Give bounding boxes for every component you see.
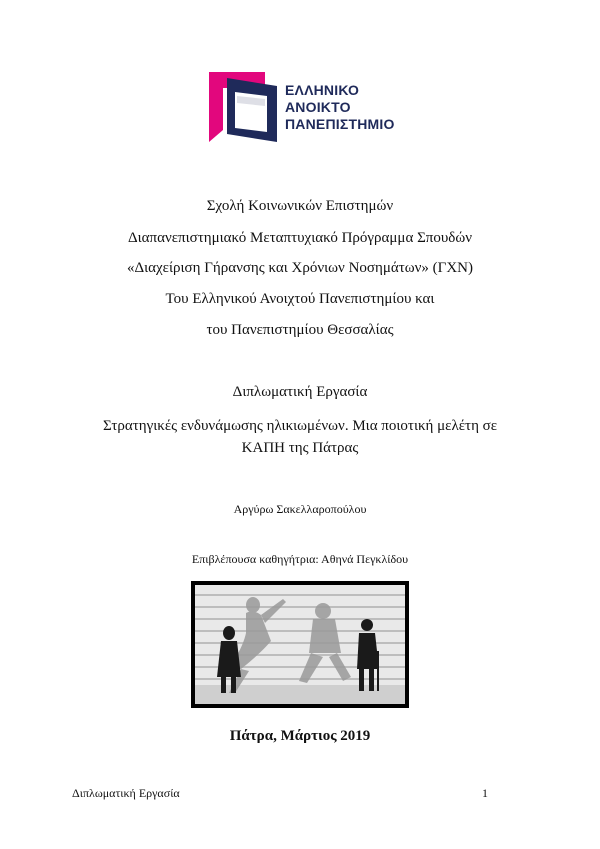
thesis-title-line-1: Στρατηγικές ενδυνάμωσης ηλικιωμένων. Μια ποιοτική μελέτη σε [102, 418, 498, 434]
university-logo-icon [209, 72, 279, 142]
cover-photo-image [191, 581, 409, 708]
place-date: Πάτρα, Μάρτιος 2019 [229, 728, 371, 744]
logo-line-1: ΕΛΛΗΝΙΚΟ [285, 82, 360, 98]
university-line-1: Του Ελληνικού Ανοιχτού Πανεπιστημίου και [165, 291, 435, 307]
school-name: Σχολή Κοινωνικών Επιστημών [206, 198, 394, 214]
supervisor: Επιβλέπουσα καθηγήτρια: Αθηνά Πεγκλίδου [191, 552, 409, 566]
program-title: Διαπανεπιστημιακό Μεταπτυχιακό Πρόγραμμα Σπουδών [127, 230, 473, 246]
logo-wordmark [285, 82, 395, 133]
program-name: «Διαχείριση Γήρανσης και Χρόνιων Νοσημάτων» (ΓΧΝ) [126, 260, 474, 276]
logo-line-2: ΑΝΟΙΚΤΟ [285, 99, 351, 115]
thesis-type: Διπλωματική Εργασία [232, 384, 368, 400]
footer-label: Διπλωματική Εργασία [72, 786, 180, 800]
thesis-title-line-2: ΚΑΠΗ της Πάτρας [241, 440, 359, 456]
cover-photo [191, 581, 409, 708]
university-logo [209, 72, 409, 142]
author-name: Αργύρω Σακελλαροπούλου [233, 502, 367, 516]
logo-line-3: ΠΑΝΕΠΙΣΤΗΜΙΟ [285, 116, 395, 132]
university-line-2: του Πανεπιστημίου Θεσσαλίας [206, 322, 394, 338]
page-number: 1 [482, 786, 488, 800]
